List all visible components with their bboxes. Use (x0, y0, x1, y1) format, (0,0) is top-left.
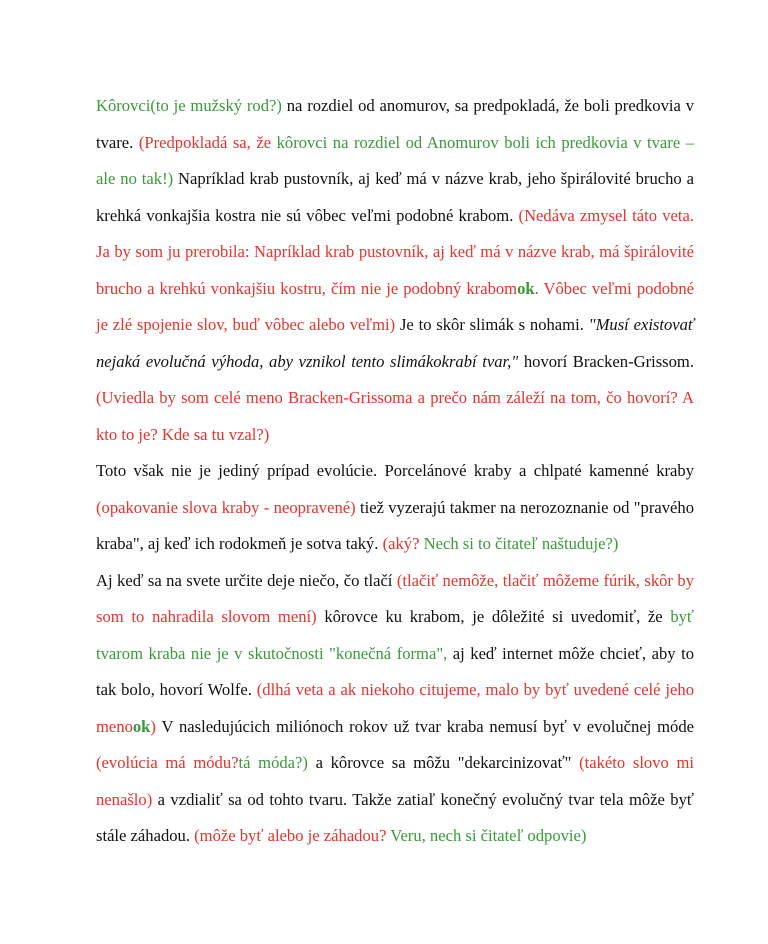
comment-red: (opakovanie slova kraby - neopravené) (96, 497, 356, 517)
comment-green: Nech si to čitateľ naštuduje?) (423, 534, 619, 553)
paragraph-1 (96, 88, 694, 453)
comment-red: (Nedáva zmysel táto veta. Ja by som ju prerobila: Napríklad krab pustovník, aj keď má v názve krab, má špirálovité brucho a krehkú vonkajšiu kostru, čím nie je podobný krabom (96, 205, 694, 298)
comment-green: kôrovci na rozdiel od Anomurov boli ich predkovia v tvare – ale no tak!) (96, 132, 694, 188)
body-text: aj keď internet môže chcieť, aby to tak bolo, hovorí Wolfe. (96, 643, 694, 699)
comment-red: ) (150, 716, 156, 736)
body-text: hovorí Bracken-Grissom. (518, 351, 694, 371)
quote-text: "Musí existovať nejaká evolučná výhoda, aby vznikol tento slimákokrabí tvar," (96, 315, 694, 371)
comment-red: (dlhá veta a ak niekoho citujeme, malo by byť uvedené celé jeho meno (96, 680, 694, 736)
paragraph-2 (96, 453, 694, 563)
body-text: Je to skôr slimák s nohami. (395, 315, 589, 334)
comment-red: (aký? (382, 534, 424, 553)
comment-red: . Vôbec veľmi podobné je zlé spojenie slov, buď vôbec alebo veľmi) (96, 278, 694, 334)
comment-red: (môže byť alebo je záhadou? (194, 826, 391, 845)
comment-red: (takéto slovo mi nenašlo) (96, 753, 695, 809)
body-text: Toto však nie je jediný prípad evolúcie. Porcelánové kraby a chlpaté kamenné kraby (96, 461, 694, 480)
body-text: tiež vyzerajú takmer na nerozoznanie od "pravého kraba", aj keď ich rodokmeň je sotva taký. (96, 497, 695, 553)
comment-green: tá móda?) (238, 753, 308, 772)
comment-red: (Uviedla by som celé meno Bracken-Grissoma a prečo nám záleží na tom, čo hovorí? A kto to je? Kde sa tu vzal?) (96, 388, 694, 444)
ok-mark: ok (132, 716, 151, 736)
body-text: Napríklad krab pustovník, aj keď má v názve krab, jeho špirálovité brucho a krehká vonkajšia kostra nie sú vôbec veľmi podobné krabom. (96, 169, 694, 225)
body-text: a vzdialiť sa od tohto tvaru. Takže zatiaľ konečný evolučný tvar tela môže byť stále záhadou. (96, 789, 694, 845)
comment-green: byť tvarom kraba nie je v skutočnosti "konečná forma", (96, 607, 695, 663)
comment-green: Kôrovci(to je mužský rod?) (96, 96, 282, 115)
paragraph-3 (96, 563, 694, 855)
comment-red: (evolúcia má módu? (96, 753, 239, 772)
body-text: a kôrovce sa môžu "dekarcinizovať" (307, 753, 580, 772)
body-text: kôrovce ku krabom, je dôležité si uvedomiť, že (316, 607, 671, 626)
ok-mark: ok (517, 278, 535, 298)
comment-red: (Predpokladá sa, že (138, 132, 277, 152)
body-text: V nasledujúcich miliónoch rokov už tvar kraba nemusí byť v evolučnej móde (155, 716, 694, 736)
body-text: na rozdiel od anomurov, sa predpokladá, že boli predkovia v tvare. (96, 96, 694, 152)
comment-red: (tlačiť nemôže, tlačiť môžeme fúrik, skôr by som to nahradila slovom mení) (96, 570, 695, 626)
body-text: Aj keď sa na svete určite deje niečo, čo tlačí (96, 570, 397, 590)
document-page (96, 88, 694, 855)
comment-green: Veru, nech si čitateľ odpovie) (390, 826, 587, 845)
